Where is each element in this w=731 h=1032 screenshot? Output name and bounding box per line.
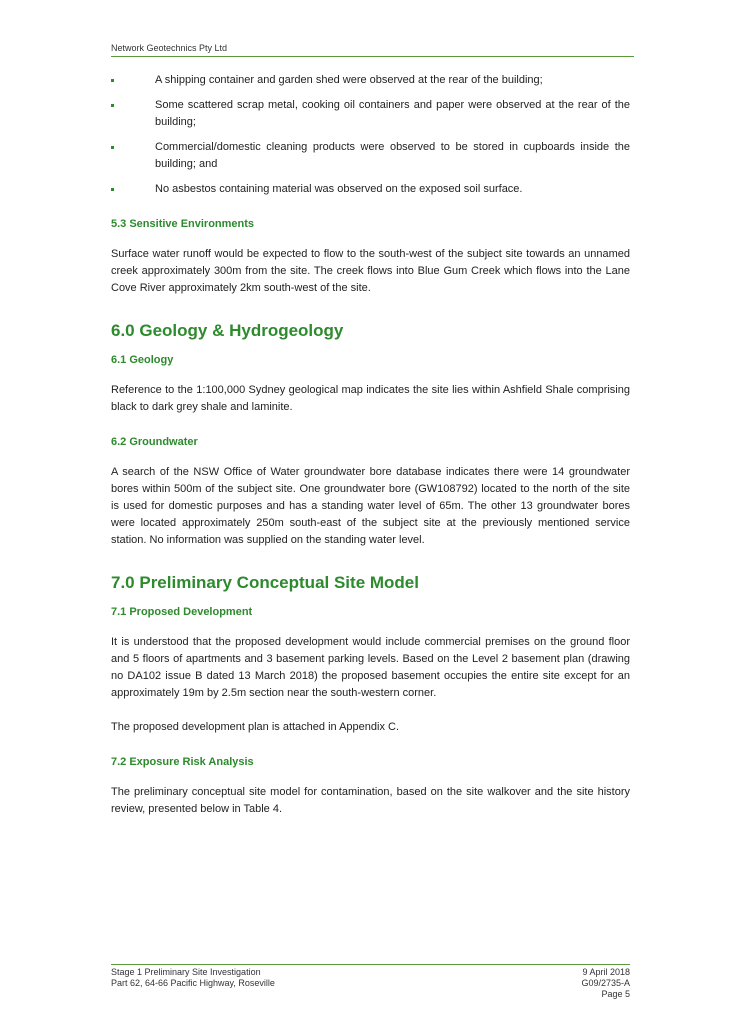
bullet-icon	[111, 188, 114, 191]
heading-proposed-development: 7.1 Proposed Development	[111, 606, 253, 618]
bullet-icon	[111, 79, 114, 82]
bullet-icon	[111, 146, 114, 149]
footer-page-number: Page 5	[601, 989, 630, 999]
footer-left	[111, 967, 275, 989]
paragraph-geology: Reference to the 1:100,000 Sydney geological map indicates the site lies within Ashfield Shale comprising black to dark grey shale and laminite.	[111, 384, 630, 413]
footer-address: Part 62, 64-66 Pacific Highway, Roseville	[111, 978, 275, 988]
heading-geology: 6.1 Geology	[111, 354, 174, 366]
paragraph-exposure-risk: The preliminary conceptual site model for contamination, based on the site walkover and the site history review, presented below in Table 4.	[111, 786, 630, 815]
list-item: Commercial/domestic cleaning products were observed to be stored in cupboards inside the building; and	[111, 139, 630, 173]
list-item: A shipping container and garden shed were observed at the rear of the building;	[111, 72, 630, 89]
paragraph-proposed-development: It is understood that the proposed development would include commercial premises on the ground floor and 5 floors of apartments and 3 basement parking levels. Based on the Level 2 basement plan (drawing no DA102 issue B dated 13 March 2018) the proposed basement occupies the entire site except for an approximately 19m by 2.5m section near the south-western corner.	[111, 636, 630, 699]
bullet-icon	[111, 104, 114, 107]
page-header	[111, 43, 634, 57]
list-item: Some scattered scrap metal, cooking oil containers and paper were observed at the rear of the building;	[111, 97, 630, 131]
heading-exposure-risk: 7.2 Exposure Risk Analysis	[111, 756, 254, 768]
footer-right	[581, 967, 630, 1000]
footer-date: 9 April 2018	[582, 967, 630, 977]
page-content	[111, 72, 630, 818]
paragraph-development-plan: The proposed development plan is attached in Appendix C.	[111, 721, 400, 733]
paragraph-groundwater: A search of the NSW Office of Water groundwater bore database indicates there were 14 groundwater bores within 500m of the subject site. One groundwater bore (GW108792) located to the north of the site is used for domestic purposes and has a standing water level of 65m. The other 13 groundwater bores were located approximately 250m south-east of the subject site at the previously mentioned service station. No information was supplied on the standing water level.	[111, 466, 630, 546]
footer-report-title: Stage 1 Preliminary Site Investigation	[111, 967, 261, 977]
heading-sensitive-environments: 5.3 Sensitive Environments	[111, 218, 255, 230]
footer-reference: G09/2735-A	[581, 978, 630, 988]
heading-geology-hydrogeology: 6.0 Geology & Hydrogeology	[111, 321, 344, 340]
observation-list	[111, 72, 630, 198]
company-name: Network Geotechnics Pty Ltd	[111, 43, 228, 53]
list-item: No asbestos containing material was observed on the exposed soil surface.	[111, 181, 630, 198]
page-footer	[111, 964, 630, 1000]
heading-conceptual-site-model: 7.0 Preliminary Conceptual Site Model	[111, 573, 419, 592]
heading-groundwater: 6.2 Groundwater	[111, 436, 198, 448]
paragraph-sensitive-environments: Surface water runoff would be expected to flow to the south-west of the subject site towards an unnamed creek approximately 300m from the site. The creek flows into Blue Gum Creek which flows into the Lane Cove River approximately 2km south-west of the site.	[111, 248, 630, 294]
